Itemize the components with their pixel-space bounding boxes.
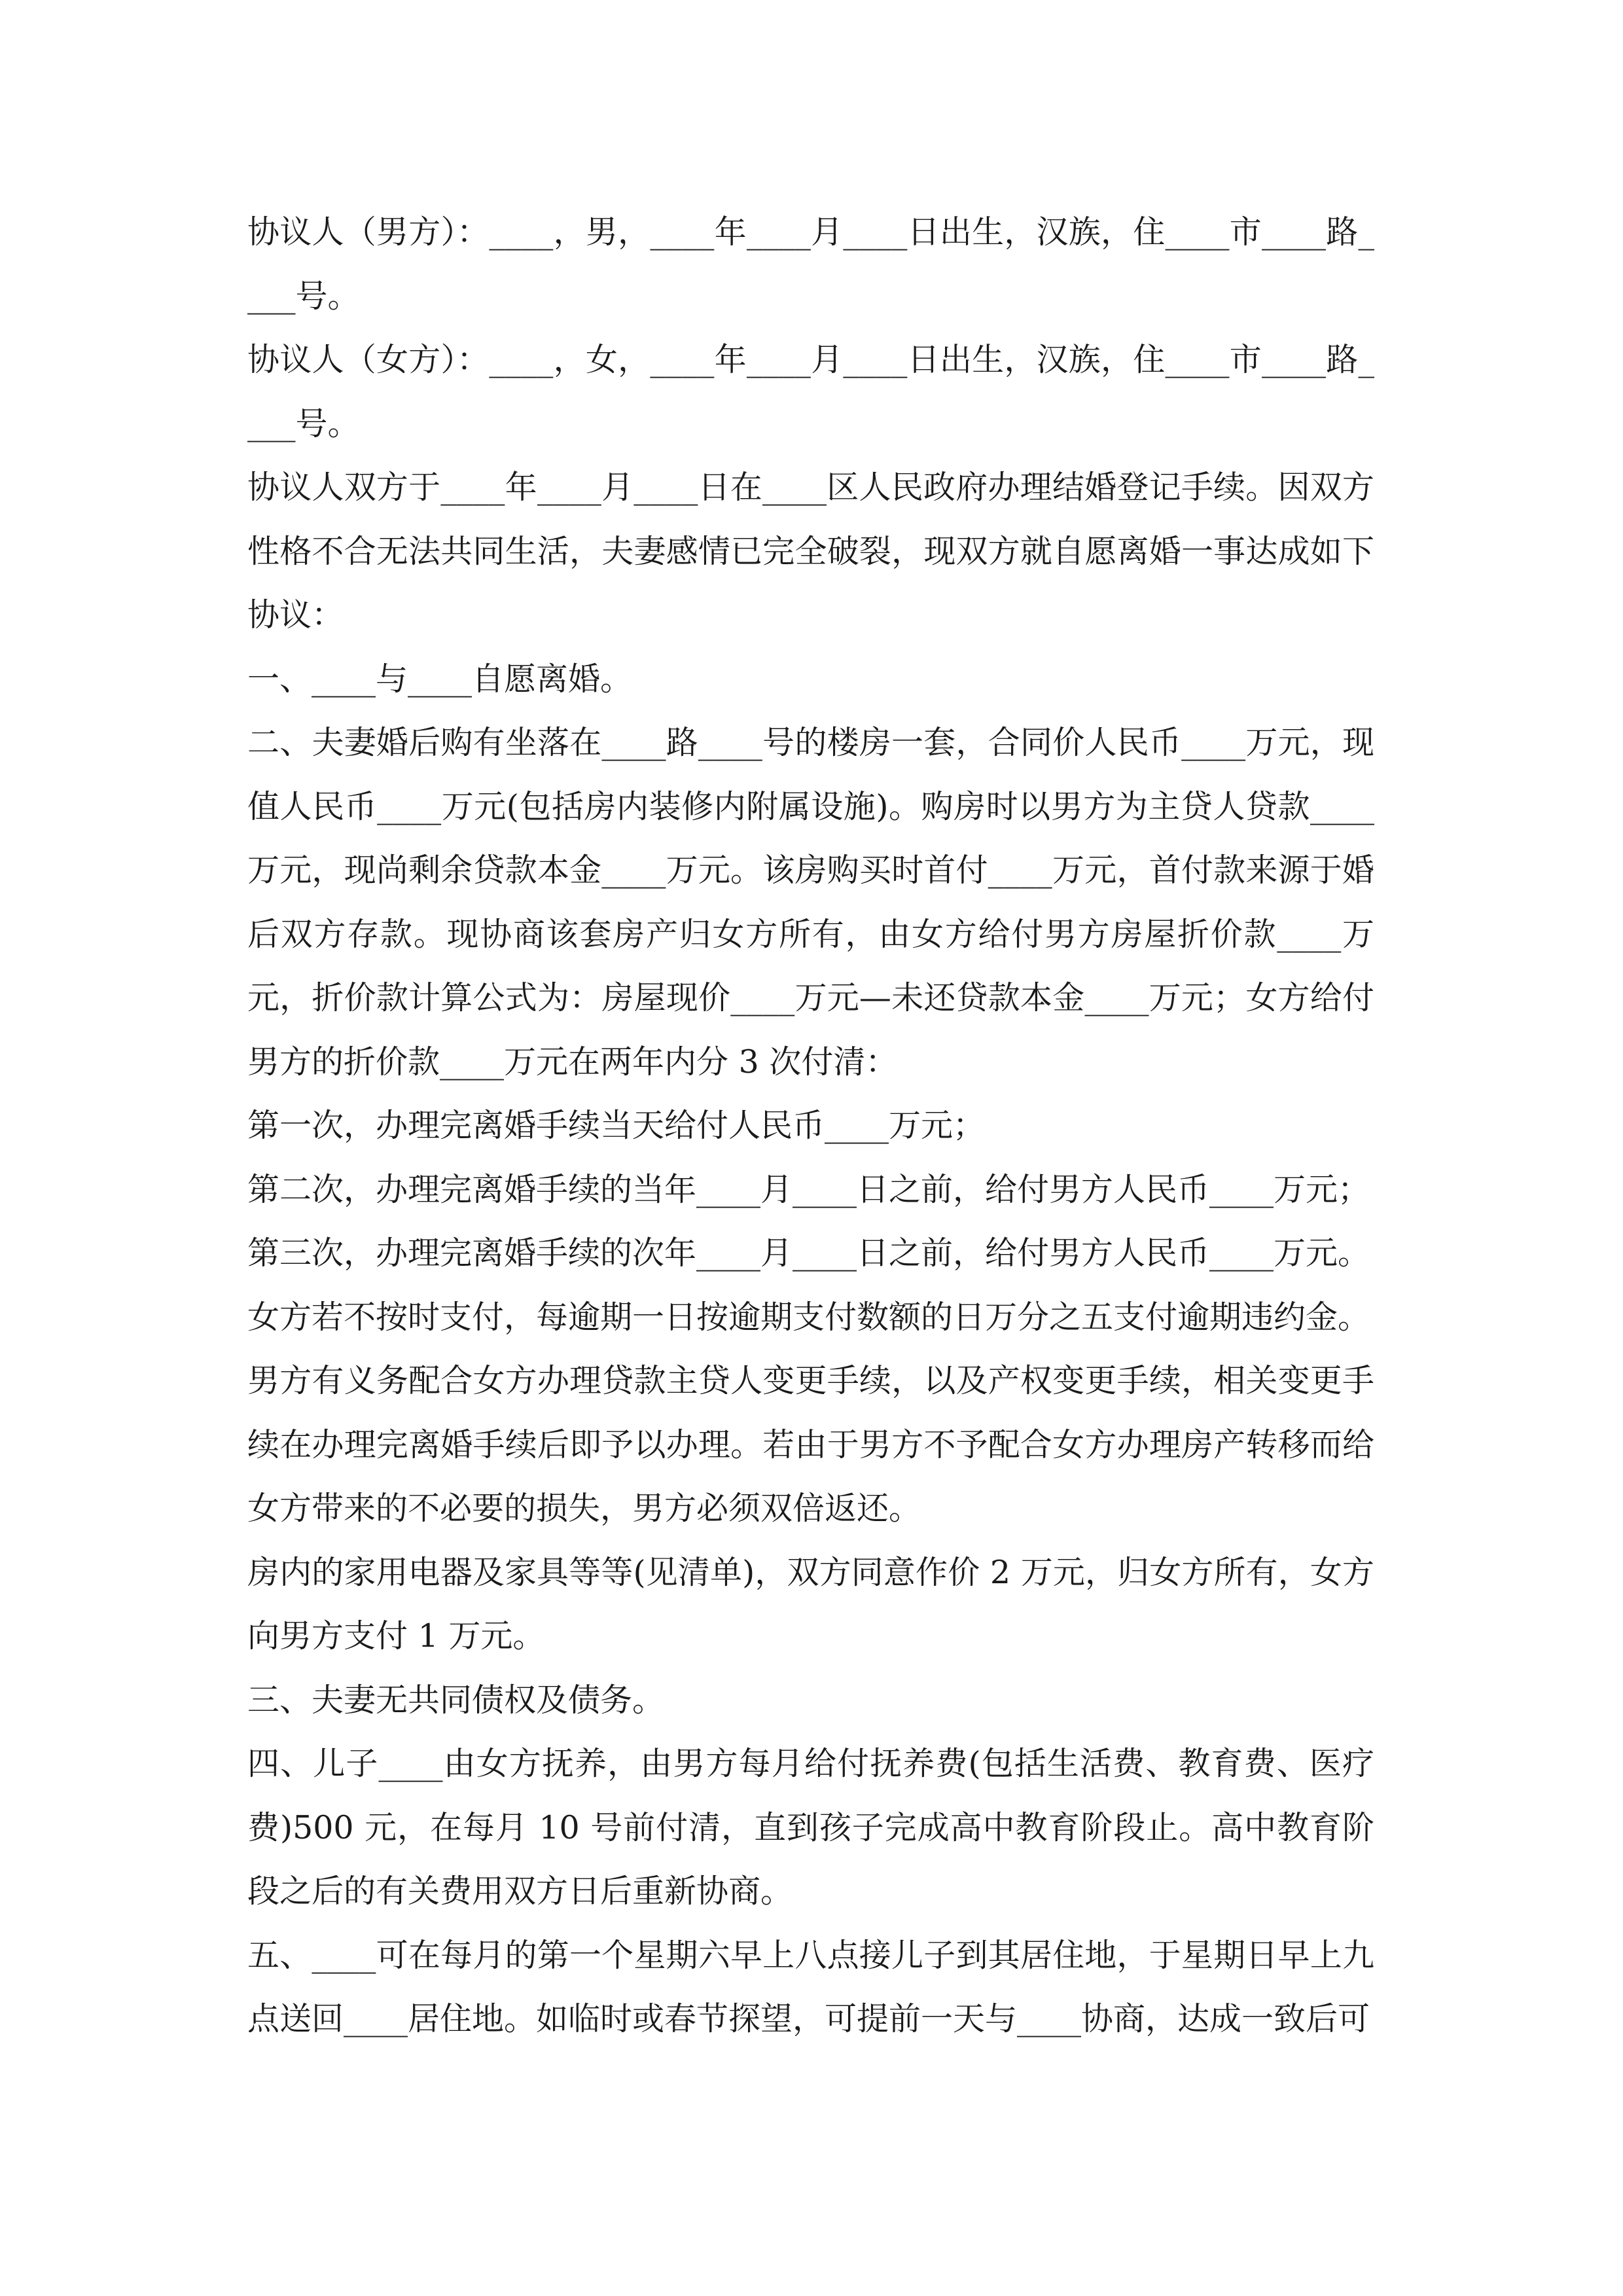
clause-3-debts: 三、夫妻无共同债权及债务。 bbox=[247, 1681, 665, 1719]
payment-second: 第二次，办理完离婚手续的当年____月____日之前，给付男方人民币____万元； bbox=[247, 1170, 1370, 1208]
household-appliances: 房内的家用电器及家具等等(见清单)，双方同意作价 2 万元，归女方所有，女方向男方支付 1 万元。 bbox=[247, 1553, 1374, 1655]
paragraph-female-party: 协议人（女方）：____，女，____年____月____日出生，汉族，住____市____路____号。 bbox=[247, 341, 1374, 442]
paragraph-male-party: 协议人（男方）：____，男，____年____月____日出生，汉族，住____市____路____号。 bbox=[247, 213, 1374, 315]
paragraph-marriage-registration: 协议人双方于____年____月____日在____区人民政府办理结婚登记手续。因双方性格不合无法共同生活，夫妻感情已完全破裂，现双方就自愿离婚一事达成如下协议： bbox=[247, 469, 1374, 634]
loan-transfer-obligation: 男方有义务配合女方办理贷款主贷人变更手续，以及产权变更手续，相关变更手续在办理完离婚手续后即予以办理。若由于男方不予配合女方办理房产转移而给女方带来的不必要的损失，男方必须双倍返还。 bbox=[247, 1362, 1374, 1527]
clause-2-property: 二、夫妻婚后购有坐落在____路____号的楼房一套，合同价人民币____万元，现值人民币____万元(包括房内装修内附属设施)。购房时以男方为主贷人贷款____万元，现尚剩余贷款本金____万元。该房购买时首付____万元，首付款来源于婚后双方存款。现协商该套房产归女方所有，由女方给付男方房屋折价款____万元，折价款计算公式为：房屋现价____万元—未还贷款本金____万元；女方给付男方的折价款____万元在两年内分 3 次付清： bbox=[247, 724, 1374, 1081]
clause-4-child-support: 四、儿子____由女方抚养，由男方每月给付抚养费(包括生活费、教育费、医疗费)500 元，在每月 10 号前付清，直到孩子完成高中教育阶段止。高中教育阶段之后的有关费用双方日后重新协商。 bbox=[247, 1745, 1374, 1910]
payment-third: 第三次，办理完离婚手续的次年____月____日之前，给付男方人民币____万元。 bbox=[247, 1234, 1370, 1272]
clause-1-divorce: 一、____与____自愿离婚。 bbox=[247, 660, 633, 698]
payment-first: 第一次，办理完离婚手续当天给付人民币____万元； bbox=[247, 1107, 986, 1144]
clause-5-visitation: 五、____可在每月的第一个星期六早上八点接儿子到其居住地，于星期日早上九点送回____居住地。如临时或春节探望，可提前一天与____协商，达成一致后可 bbox=[247, 1936, 1374, 2037]
document-body bbox=[247, 200, 1374, 2051]
late-payment-penalty: 女方若不按时支付，每逾期一日按逾期支付数额的日万分之五支付逾期违约金。 bbox=[247, 1298, 1370, 1336]
